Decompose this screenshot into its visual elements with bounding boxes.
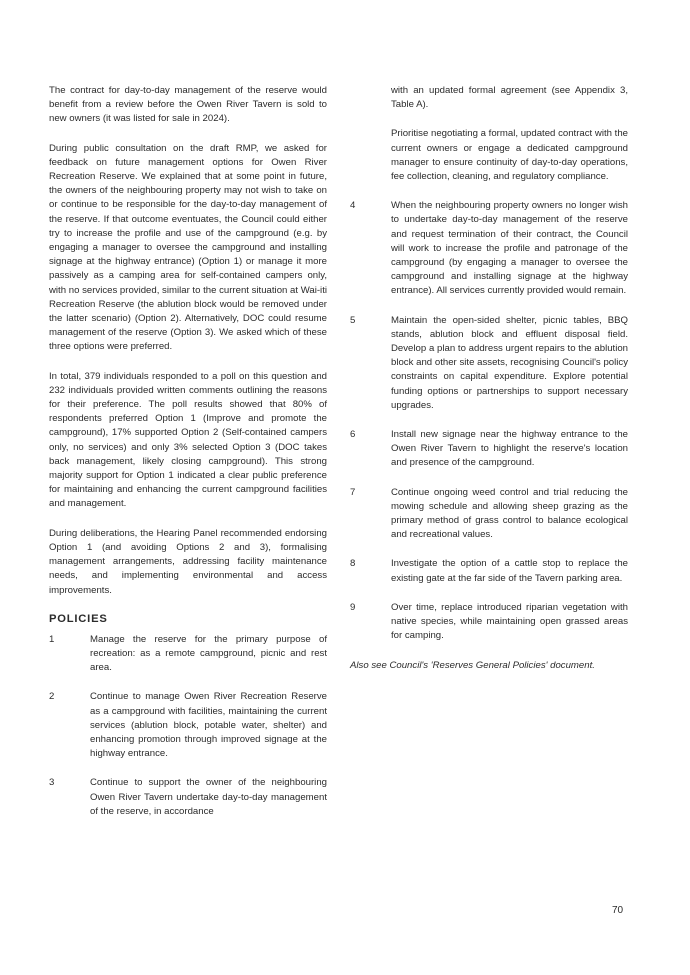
policy-number: 9: [350, 601, 356, 613]
page-number: 70: [612, 905, 624, 916]
policy-item: [350, 428, 628, 471]
policy-item: [49, 690, 327, 761]
policy-item: [350, 486, 628, 543]
policy-continuation: [350, 127, 628, 184]
policy-number: 2: [49, 691, 55, 703]
policy-item: [49, 633, 327, 676]
right-column: [350, 84, 628, 673]
policy-item: [350, 314, 628, 413]
policy-item: [350, 601, 628, 644]
left-column: [49, 84, 327, 834]
policy-item: [350, 199, 628, 298]
policy-number: 5: [350, 314, 356, 326]
policy-text: Prioritise negotiating a formal, updated contract with the current owners or engage a dedicated campground manager to ensure continuity of day-to-day operations, fee collection, cleaning, and regulatory compliance.: [391, 128, 628, 183]
also-see-note: Also see Council's 'Reserves General Policies' document.: [350, 659, 595, 671]
policy-number: 8: [350, 558, 356, 570]
policy-text: with an updated formal agreement (see Appendix 3, Table A).: [391, 85, 628, 111]
policy-text: When the neighbouring property owners no longer wish to undertake day-to-day management of the reserve and request termination of their contract, the Council will work to increase the profile and patronage of the campground (by engaging a manager to oversee the campground and installing signage at the highway entrance). All services currently provided would remain.: [391, 200, 628, 297]
policy-text: Continue to manage Owen River Recreation Reserve as a campground with facilities, maintaining the current services (ablution block, potable water, shelter) and enhancing promotion through improved signage at the highway entrance.: [90, 691, 327, 760]
paragraph-deliberations: During deliberations, the Hearing Panel recommended endorsing Option 1 (and avoiding Options 2 and 3), formalising management arrangements, addressing facility maintenance needs, and implementing environmental and access improvements.: [49, 527, 327, 596]
policy-number: 4: [350, 200, 356, 212]
policy-text: Manage the reserve for the primary purpose of recreation: as a remote campground, picnic and rest area.: [90, 633, 327, 674]
policy-continuation: [350, 84, 628, 112]
policy-number: 7: [350, 486, 356, 498]
policies-heading: POLICIES: [49, 612, 108, 625]
policy-number: 1: [49, 633, 55, 645]
policy-text: Install new signage near the highway entrance to the Owen River Tavern to highlight the reserve's location and presence of the campground.: [391, 429, 628, 469]
policy-text: Over time, replace introduced riparian vegetation with native species, while maintaining open grassed areas for camping.: [391, 601, 628, 642]
policy-item: [350, 557, 628, 585]
policy-text: Continue ongoing weed control and trial reducing the mowing schedule and allowing sheep grazing as the primary method of grass control to balance ecological and recreational values.: [391, 486, 628, 541]
policy-text: Maintain the open-sided shelter, picnic tables, BBQ stands, ablution block and effluent disposal field. Develop a plan to address urgent repairs to the ablution block and other site assets, recognising Council's policy constraints on capital expenditure. Explore potential funding options or partnerships to support necessary upgrades.: [391, 314, 628, 411]
paragraph-poll-results: In total, 379 individuals responded to a poll on this question and 232 individuals provided written comments outlining the reasons for their preference. The poll results showed that 80% of respondents preferred Option 1 (Improve and promote the campground), 17% supported Option 2 (Self-contained campers only, no services) and only 3% selected Option 3 (DOC takes back management, likely closing campground). This strong majority support for Option 1 indicated a clear public preference for maintaining and enhancing the current campground facilities and management.: [49, 370, 327, 510]
policy-text: Investigate the option of a cattle stop to replace the existing gate at the far side of the Tavern parking area.: [391, 558, 628, 584]
paragraph-contract-review: The contract for day-to-day management of the reserve would benefit from a review before the Owen River Tavern is sold to new owners (it was listed for sale in 2024).: [49, 85, 327, 125]
paragraph-public-consultation: During public consultation on the draft RMP, we asked for feedback on future management options for Owen River Recreation Reserve. We explained that at some point in future, the owners of the neighbouring property may not wish to take on or continue to be responsible for the day-to-day management of the reserve. If that outcome eventuates, the Council could either try to increase the profile and use of the campground (e.g. by engaging a manager to oversee the campground and installing signage at the highway entrance) (Option 1) or manage it more passively as a camping area for self-contained campers only, with no services provided, similar to the current situation at Wai-iti Recreation Reserve (the ablution block would be removed under the latter scenario) (Option 2). Alternatively, DOC could resume management of the reserve (Option 3). We asked which of these three options were preferred.: [49, 142, 327, 353]
policy-text: Continue to support the owner of the neighbouring Owen River Tavern undertake day-to-day management of the reserve, in accordance: [90, 777, 327, 817]
policy-number: 6: [350, 429, 356, 441]
policy-number: 3: [49, 777, 55, 789]
policy-item: [49, 776, 327, 819]
